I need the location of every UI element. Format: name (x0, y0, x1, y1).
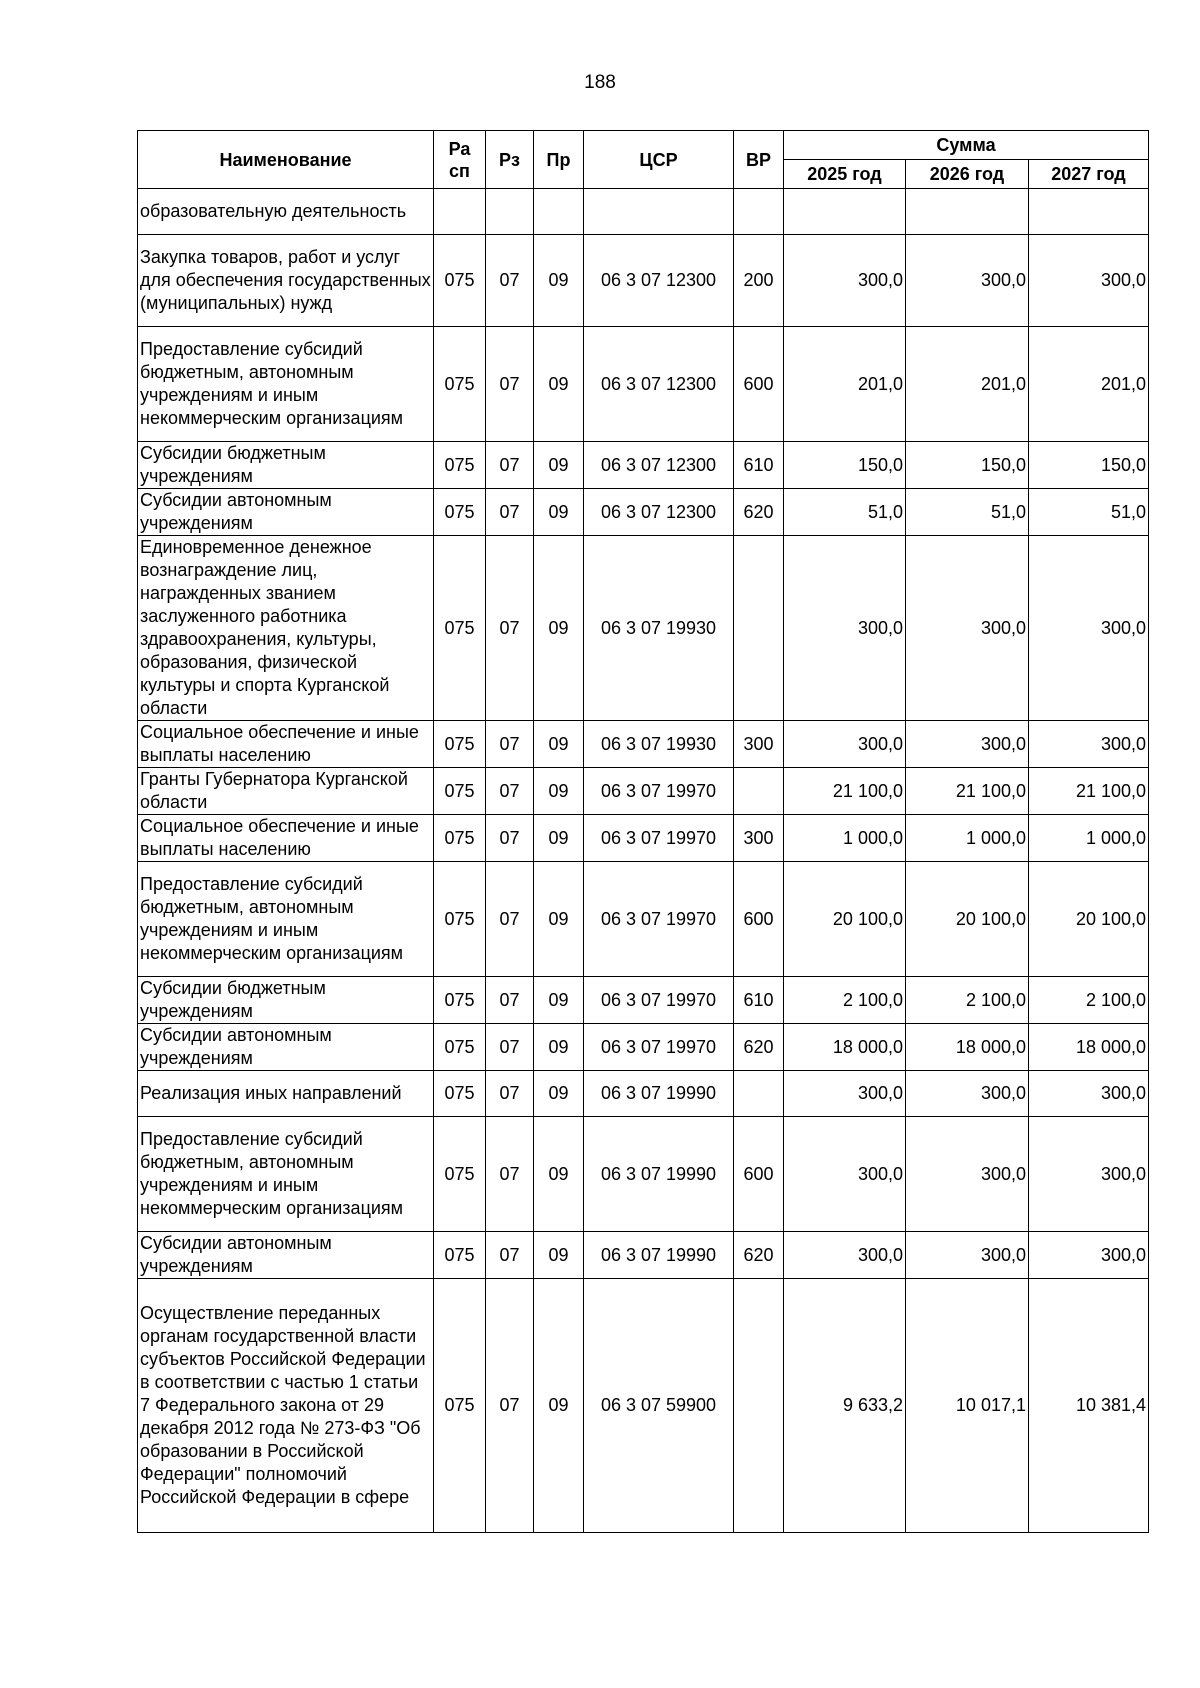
cell-2025: 9 633,2 (784, 1279, 906, 1533)
cell-2026: 201,0 (906, 327, 1029, 442)
cell-csr: 06 3 07 12300 (584, 442, 734, 489)
cell-rz (486, 189, 534, 235)
cell-rasp: 075 (434, 442, 486, 489)
cell-rasp: 075 (434, 862, 486, 977)
cell-pr: 09 (534, 442, 584, 489)
cell-name: Гранты Губернатора Курганской области (138, 768, 434, 815)
header-rasp (434, 131, 486, 189)
cell-2026: 300,0 (906, 1071, 1029, 1117)
cell-2025: 300,0 (784, 1232, 906, 1279)
cell-2026: 51,0 (906, 489, 1029, 536)
cell-name: Социальное обеспечение и иные выплаты населению (138, 721, 434, 768)
cell-2025: 300,0 (784, 1071, 906, 1117)
cell-2025: 51,0 (784, 489, 906, 536)
cell-pr: 09 (534, 1117, 584, 1232)
cell-vr: 300 (734, 815, 784, 862)
cell-rz: 07 (486, 721, 534, 768)
cell-name: Социальное обеспечение и иные выплаты населению (138, 815, 434, 862)
table-header (138, 131, 1149, 189)
cell-rasp: 075 (434, 768, 486, 815)
cell-name: Осуществление переданных органам государственной власти субъектов Российской Федерации в соответствии с частью 1 статьи 7 Федерального закона от 29 декабря 2012 года № 273-ФЗ "Об образовании в Российской Федерации" полномочий Российской Федерации в сфере (138, 1279, 434, 1533)
cell-2025: 1 000,0 (784, 815, 906, 862)
cell-rz: 07 (486, 862, 534, 977)
cell-csr: 06 3 07 12300 (584, 489, 734, 536)
cell-pr: 09 (534, 489, 584, 536)
cell-vr (734, 536, 784, 721)
cell-2027: 1 000,0 (1029, 815, 1149, 862)
table-row (138, 721, 1149, 768)
cell-pr: 09 (534, 1024, 584, 1071)
cell-2027: 300,0 (1029, 536, 1149, 721)
cell-2027: 300,0 (1029, 1117, 1149, 1232)
cell-vr: 600 (734, 327, 784, 442)
cell-rasp: 075 (434, 1279, 486, 1533)
cell-csr: 06 3 07 19990 (584, 1117, 734, 1232)
cell-pr: 09 (534, 977, 584, 1024)
cell-csr: 06 3 07 19970 (584, 815, 734, 862)
cell-rasp: 075 (434, 1117, 486, 1232)
cell-rasp: 075 (434, 1071, 486, 1117)
cell-2026: 18 000,0 (906, 1024, 1029, 1071)
header-2027: 2027 год (1029, 160, 1149, 189)
table-row (138, 235, 1149, 327)
cell-2026: 300,0 (906, 235, 1029, 327)
cell-2025: 18 000,0 (784, 1024, 906, 1071)
cell-name: образовательную деятельность (138, 189, 434, 235)
cell-rz: 07 (486, 536, 534, 721)
header-vr: ВР (734, 131, 784, 189)
cell-rz: 07 (486, 442, 534, 489)
header-2026: 2026 год (906, 160, 1029, 189)
cell-name: Субсидии автономным учреждениям (138, 1232, 434, 1279)
cell-vr: 200 (734, 235, 784, 327)
cell-csr: 06 3 07 19930 (584, 536, 734, 721)
cell-2027: 300,0 (1029, 1071, 1149, 1117)
header-name: Наименование (138, 131, 434, 189)
cell-2027: 21 100,0 (1029, 768, 1149, 815)
cell-rz: 07 (486, 1024, 534, 1071)
cell-vr: 620 (734, 1232, 784, 1279)
cell-name: Закупка товаров, работ и услуг для обеспечения государственных (муниципальных) нужд (138, 235, 434, 327)
cell-name: Субсидии автономным учреждениям (138, 1024, 434, 1071)
cell-2025: 300,0 (784, 235, 906, 327)
cell-2025: 201,0 (784, 327, 906, 442)
cell-rz: 07 (486, 1232, 534, 1279)
cell-csr: 06 3 07 19990 (584, 1232, 734, 1279)
header-rasp-line1: Ра (448, 138, 471, 159)
cell-2025: 20 100,0 (784, 862, 906, 977)
cell-2027: 18 000,0 (1029, 1024, 1149, 1071)
table-row (138, 327, 1149, 442)
cell-2025: 2 100,0 (784, 977, 906, 1024)
table-row (138, 977, 1149, 1024)
cell-rz: 07 (486, 977, 534, 1024)
cell-pr: 09 (534, 1232, 584, 1279)
cell-2027: 300,0 (1029, 721, 1149, 768)
cell-name: Субсидии бюджетным учреждениям (138, 442, 434, 489)
cell-rasp: 075 (434, 536, 486, 721)
table-row (138, 862, 1149, 977)
cell-csr: 06 3 07 12300 (584, 327, 734, 442)
cell-name: Предоставление субсидий бюджетным, автономным учреждениям и иным некоммерческим организациям (138, 1117, 434, 1232)
header-csr: ЦСР (584, 131, 734, 189)
cell-pr: 09 (534, 327, 584, 442)
cell-vr (734, 1279, 784, 1533)
table-row (138, 536, 1149, 721)
cell-rasp: 075 (434, 235, 486, 327)
cell-vr: 300 (734, 721, 784, 768)
cell-rz: 07 (486, 1071, 534, 1117)
cell-pr: 09 (534, 536, 584, 721)
table-row (138, 189, 1149, 235)
cell-name: Предоставление субсидий бюджетным, автономным учреждениям и иным некоммерческим организациям (138, 327, 434, 442)
cell-vr (734, 768, 784, 815)
cell-2027: 10 381,4 (1029, 1279, 1149, 1533)
cell-csr: 06 3 07 12300 (584, 235, 734, 327)
cell-name: Предоставление субсидий бюджетным, автономным учреждениям и иным некоммерческим организациям (138, 862, 434, 977)
cell-2026: 2 100,0 (906, 977, 1029, 1024)
table-row (138, 1117, 1149, 1232)
cell-vr (734, 1071, 784, 1117)
cell-rasp: 075 (434, 327, 486, 442)
cell-2027 (1029, 189, 1149, 235)
cell-rz: 07 (486, 815, 534, 862)
header-2025: 2025 год (784, 160, 906, 189)
cell-2025: 300,0 (784, 1117, 906, 1232)
cell-rz: 07 (486, 489, 534, 536)
cell-vr: 620 (734, 489, 784, 536)
cell-rasp: 075 (434, 1024, 486, 1071)
cell-2027: 201,0 (1029, 327, 1149, 442)
cell-2027: 300,0 (1029, 235, 1149, 327)
cell-pr: 09 (534, 862, 584, 977)
cell-rasp (434, 189, 486, 235)
cell-rz: 07 (486, 235, 534, 327)
cell-rasp: 075 (434, 489, 486, 536)
page-number: 188 (584, 72, 616, 93)
cell-vr: 600 (734, 862, 784, 977)
cell-2026: 150,0 (906, 442, 1029, 489)
cell-pr: 09 (534, 768, 584, 815)
cell-csr: 06 3 07 59900 (584, 1279, 734, 1533)
cell-csr: 06 3 07 19970 (584, 1024, 734, 1071)
header-sum: Сумма (784, 131, 1149, 160)
cell-2026 (906, 189, 1029, 235)
cell-2027: 300,0 (1029, 1232, 1149, 1279)
header-rasp-line2: сп (449, 160, 470, 181)
cell-2026: 300,0 (906, 536, 1029, 721)
table-row (138, 768, 1149, 815)
cell-2027: 150,0 (1029, 442, 1149, 489)
table-row (138, 442, 1149, 489)
cell-pr: 09 (534, 1279, 584, 1533)
table-row (138, 489, 1149, 536)
cell-csr: 06 3 07 19930 (584, 721, 734, 768)
cell-2025 (784, 189, 906, 235)
cell-2027: 51,0 (1029, 489, 1149, 536)
cell-rz: 07 (486, 768, 534, 815)
cell-name: Субсидии бюджетным учреждениям (138, 977, 434, 1024)
cell-pr: 09 (534, 721, 584, 768)
cell-vr: 600 (734, 1117, 784, 1232)
cell-2026: 1 000,0 (906, 815, 1029, 862)
cell-2025: 21 100,0 (784, 768, 906, 815)
table-row (138, 1232, 1149, 1279)
cell-csr (584, 189, 734, 235)
cell-rz: 07 (486, 1117, 534, 1232)
table-row (138, 1071, 1149, 1117)
cell-pr: 09 (534, 235, 584, 327)
cell-name: Реализация иных направлений (138, 1071, 434, 1117)
table-row (138, 1279, 1149, 1533)
table-row (138, 815, 1149, 862)
cell-2026: 10 017,1 (906, 1279, 1029, 1533)
cell-2026: 20 100,0 (906, 862, 1029, 977)
cell-vr: 620 (734, 1024, 784, 1071)
table-row (138, 1024, 1149, 1071)
cell-csr: 06 3 07 19990 (584, 1071, 734, 1117)
cell-pr (534, 189, 584, 235)
cell-vr: 610 (734, 977, 784, 1024)
cell-2026: 300,0 (906, 1232, 1029, 1279)
header-rz: Рз (486, 131, 534, 189)
header-pr: Пр (534, 131, 584, 189)
cell-vr (734, 189, 784, 235)
cell-2026: 21 100,0 (906, 768, 1029, 815)
cell-rasp: 075 (434, 721, 486, 768)
cell-pr: 09 (534, 815, 584, 862)
budget-table (137, 130, 1149, 1533)
cell-2027: 2 100,0 (1029, 977, 1149, 1024)
table-body (138, 189, 1149, 1533)
cell-rz: 07 (486, 1279, 534, 1533)
cell-2025: 150,0 (784, 442, 906, 489)
cell-rz: 07 (486, 327, 534, 442)
cell-vr: 610 (734, 442, 784, 489)
cell-csr: 06 3 07 19970 (584, 977, 734, 1024)
cell-2027: 20 100,0 (1029, 862, 1149, 977)
cell-2026: 300,0 (906, 721, 1029, 768)
cell-csr: 06 3 07 19970 (584, 768, 734, 815)
cell-2025: 300,0 (784, 721, 906, 768)
cell-rasp: 075 (434, 815, 486, 862)
cell-csr: 06 3 07 19970 (584, 862, 734, 977)
cell-2026: 300,0 (906, 1117, 1029, 1232)
cell-rasp: 075 (434, 1232, 486, 1279)
cell-rasp: 075 (434, 977, 486, 1024)
cell-2025: 300,0 (784, 536, 906, 721)
cell-name: Единовременное денежное вознаграждение лиц, награжденных званием заслуженного работника здравоохранения, культуры, образования, физической культуры и спорта Курганской области (138, 536, 434, 721)
cell-name: Субсидии автономным учреждениям (138, 489, 434, 536)
cell-pr: 09 (534, 1071, 584, 1117)
